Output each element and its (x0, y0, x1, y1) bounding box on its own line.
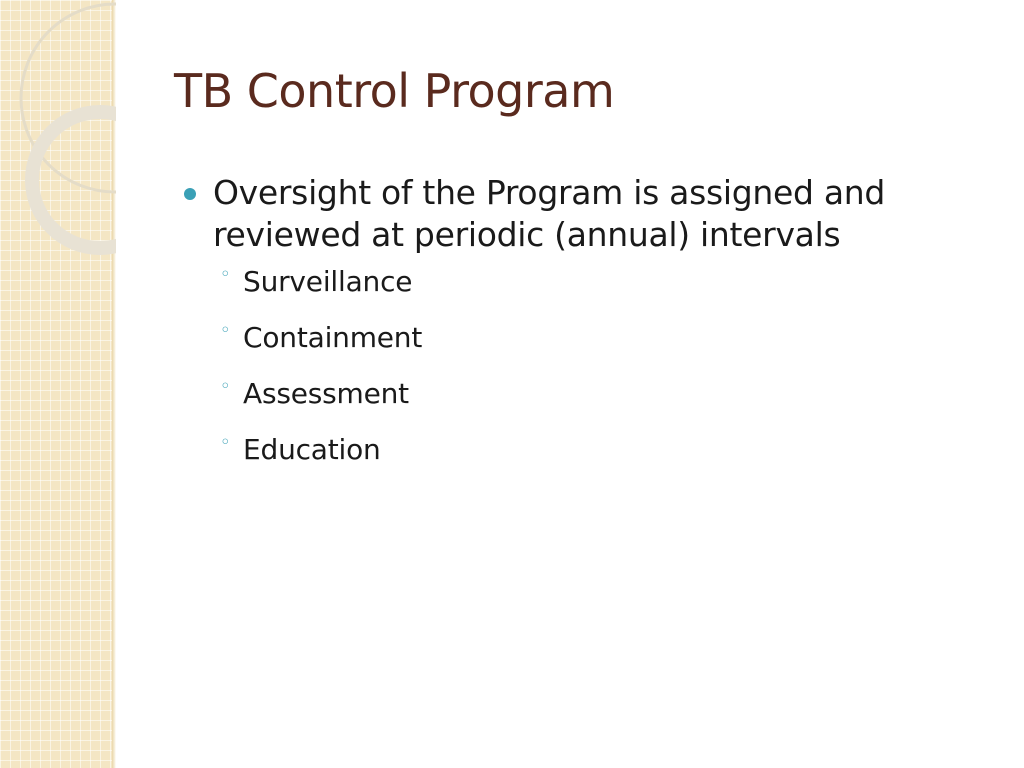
slide-body (184, 172, 984, 489)
lower-ring (32, 112, 116, 248)
sub-bullet-list (184, 265, 984, 489)
main-bullet (184, 172, 984, 255)
sub-bullet-text: Education (243, 433, 381, 467)
sub-bullet-text: Containment (243, 321, 423, 355)
hollow-circle-bullet-icon: ◦ (220, 320, 231, 342)
bullet-dot-icon (184, 188, 196, 200)
hollow-circle-bullet-icon: ◦ (220, 376, 231, 398)
main-bullet-text: Oversight of the Program is assigned and reviewed at periodic (annual) intervals (213, 173, 886, 254)
sub-bullet-containment (184, 321, 984, 377)
sub-bullet-assessment (184, 377, 984, 433)
sub-bullet-text: Assessment (243, 377, 409, 411)
sub-bullet-surveillance (184, 265, 984, 321)
hollow-circle-bullet-icon: ◦ (220, 432, 231, 454)
slide-title: TB Control Program (174, 64, 615, 118)
sub-bullet-education (184, 433, 984, 489)
decorative-rings (0, 0, 116, 260)
sub-bullet-text: Surveillance (243, 265, 413, 299)
hollow-circle-bullet-icon: ◦ (220, 264, 231, 286)
